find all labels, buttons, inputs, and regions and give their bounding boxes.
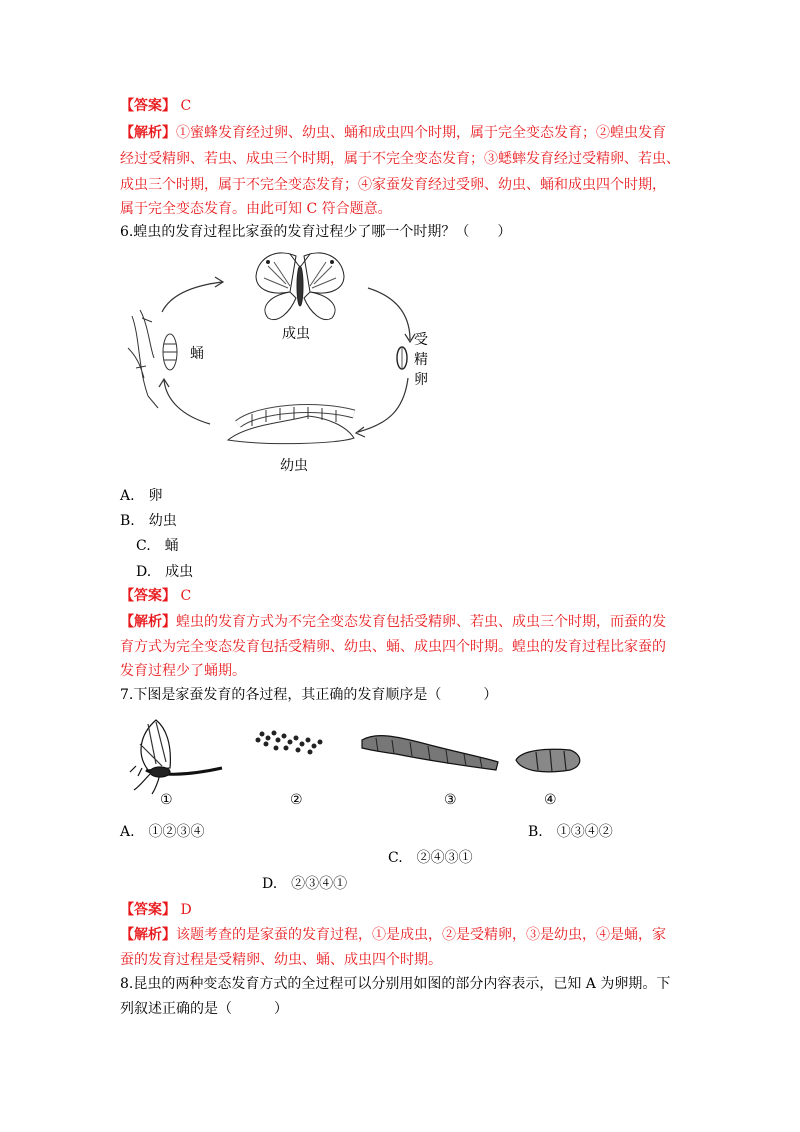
arrow-larva-to-pupa <box>164 380 210 424</box>
q6-analysis-line-3: 发育过程少了蛹期。 <box>120 663 246 679</box>
answer-tag: 【答案】 <box>120 98 176 114</box>
label-egg-1: 受 <box>414 332 428 348</box>
analysis-tag: 【解析】 <box>120 614 176 630</box>
q6-option-c[interactable]: C. 蛹 <box>136 538 179 554</box>
butterfly-life-cycle-diagram <box>118 248 458 480</box>
answer-tag: 【答案】 <box>120 902 176 918</box>
analysis-text: 蝗虫的发育方式为不完全变态发育包括受精卵、若虫、成虫三个时期，而蚕的发 <box>176 614 666 630</box>
analysis-text: 该题考查的是家蚕的发育过程，①是成虫，②是受精卵，③是幼虫，④是蛹，家 <box>176 927 666 943</box>
q7-option-b[interactable]: B. ①③④② <box>528 824 613 840</box>
analysis-tag: 【解析】 <box>120 125 176 141</box>
q7-label-2: ② <box>290 792 303 808</box>
label-adult: 成虫 <box>282 326 310 342</box>
q7-option-d[interactable]: D. ②③④① <box>262 876 348 892</box>
answer-value: C <box>180 98 192 114</box>
q5-analysis-line-2: 经过受精卵、若虫、成虫三个时期，属于不完全变态发育；③蟋蟀发育经过受精卵、若虫、 <box>120 151 680 167</box>
q5-analysis-line-1 <box>120 123 666 143</box>
q8-question-line-1: 8.昆虫的两种变态发育方式的全过程可以分别用如图的部分内容表示，已知 A 为卵期。下 <box>120 976 671 992</box>
q7-label-4: ④ <box>544 792 557 808</box>
answer-value: D <box>180 902 192 918</box>
analysis-text: ①蜜蜂发育经过卵、幼虫、蛹和成虫四个时期，属于完全变态发育；②蝗虫发育 <box>176 125 666 141</box>
q6-question: 6.蝗虫的发育过程比家蚕的发育过程少了哪一个时期？（ ） <box>120 224 512 240</box>
q6-option-d[interactable]: D. 成虫 <box>136 564 194 580</box>
answer-value: C <box>180 588 192 604</box>
q8-question-line-2: 列叙述正确的是（ ） <box>120 1001 288 1017</box>
q7-question: 7.下图是家蚕发育的各过程，其正确的发育顺序是（ ） <box>120 687 498 703</box>
butterfly-icon <box>256 253 344 320</box>
arrow-pupa-to-adult <box>162 282 222 312</box>
analysis-tag: 【解析】 <box>120 927 176 943</box>
arrow-egg-to-larva <box>358 378 408 432</box>
q7-silkworm-figure <box>126 714 596 810</box>
q7-label-3: ③ <box>444 792 457 808</box>
q6-option-a[interactable]: A. 卵 <box>120 488 163 504</box>
q5-analysis-line-3: 成虫三个时期，属于不完全变态发育；④家蚕发育经过受卵、幼虫、蛹和成虫四个时期， <box>120 177 666 193</box>
q7-option-a[interactable]: A. ①②③④ <box>120 824 205 840</box>
q6-option-b[interactable]: B. 幼虫 <box>120 513 177 529</box>
moth-icon <box>130 720 222 794</box>
q6-life-cycle-figure <box>118 248 458 480</box>
silkworm-larva-icon <box>362 736 498 770</box>
silkworm-stages-diagram <box>126 714 596 810</box>
branch-with-pupa-icon <box>128 310 177 408</box>
q7-analysis-line-2: 蚕的发育过程是受精卵、幼虫、蛹、成虫四个时期。 <box>120 952 442 968</box>
q7-option-c[interactable]: C. ②④③① <box>388 850 473 866</box>
q6-analysis-line-1 <box>120 612 666 632</box>
q7-label-1: ① <box>160 792 173 808</box>
q7-answer-line <box>120 900 192 920</box>
q7-analysis-line-1 <box>120 925 666 945</box>
label-egg-3: 卵 <box>414 372 428 388</box>
q5-analysis-line-4: 属于完全变态发育。由此可知 C 符合题意。 <box>120 201 392 217</box>
larva-on-leaf-icon <box>228 407 354 444</box>
label-pupa: 蛹 <box>190 346 204 362</box>
pupa-icon <box>516 749 580 772</box>
q5-answer-line <box>120 96 191 116</box>
q6-analysis-line-2: 育方式为完全变态发育包括受精卵、幼虫、蛹、成虫四个时期。蝗虫的发育过程比家蚕的 <box>120 639 666 655</box>
eggs-icon <box>256 731 323 755</box>
label-egg-2: 精 <box>414 352 428 368</box>
answer-tag: 【答案】 <box>120 588 176 604</box>
label-larva: 幼虫 <box>280 458 308 474</box>
q6-answer-line <box>120 586 191 606</box>
arrow-adult-to-egg <box>368 288 410 340</box>
